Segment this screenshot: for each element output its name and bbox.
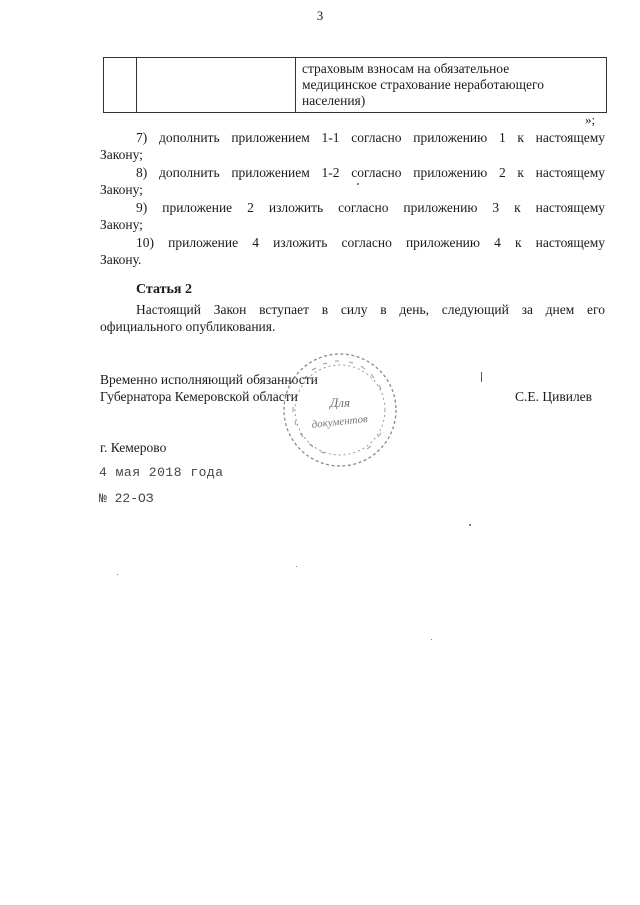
scan-speck: [117, 574, 118, 575]
table-cell-line: населения): [302, 93, 366, 108]
city-line: г. Кемерово: [100, 440, 167, 455]
list-item-text: 10) приложение 4 изложить согласно приложению 4 к настоящему: [136, 235, 605, 250]
closing-quote: »;: [585, 112, 596, 127]
list-item-7: [100, 129, 605, 163]
list-item-text: Закону;: [100, 147, 143, 162]
table-cell-code: [137, 58, 296, 113]
continuation-table: [103, 57, 607, 113]
list-item-8: [100, 164, 605, 198]
list-item-text: 7) дополнить приложением 1-1 согласно приложению 1 к настоящему: [136, 130, 605, 145]
table-cell-line: медицинское страхование неработающего: [302, 77, 544, 92]
seal-text-line2: документов: [311, 413, 369, 431]
scan-speck: [357, 183, 359, 185]
list-item-text: Закону;: [100, 217, 143, 232]
signatory-name: С.Е. Цивилев: [515, 389, 593, 404]
signatory-position-line: Временно исполняющий обязанности: [100, 372, 318, 387]
table-cell-description: [296, 58, 607, 113]
page-number: 3: [316, 8, 324, 23]
list-item-10: [100, 234, 605, 268]
table-row: [104, 58, 607, 113]
law-number: № 22-ОЗ: [99, 491, 154, 506]
list-item-text: 8) дополнить приложением 1-2 согласно приложению 2 к настоящему: [136, 165, 605, 180]
signatory-position: [100, 371, 318, 405]
list-item-text: 9) приложение 2 изложить согласно приложению 3 к настоящему: [136, 200, 605, 215]
table-cell-line: страховым взносам на обязательное: [302, 61, 510, 76]
scan-speck: [431, 639, 432, 640]
list-item-9: [100, 199, 605, 233]
scan-speck: [469, 524, 471, 526]
article-heading: Статья 2: [136, 282, 192, 297]
table-cell-number: [104, 58, 137, 113]
scan-speck: [481, 372, 482, 382]
article-text: Настоящий Закон вступает в силу в день, следующий за днем его: [136, 302, 605, 317]
date-line: 4 мая 2018 года: [99, 465, 224, 480]
signatory-position-line: Губернатора Кемеровской области: [100, 389, 298, 404]
official-seal: [279, 349, 401, 471]
seal-text-line1: Для: [330, 395, 350, 410]
article-paragraph: [100, 301, 605, 335]
article-text: официального опубликования.: [100, 319, 276, 334]
list-item-text: Закону;: [100, 182, 143, 197]
list-item-text: Закону.: [100, 252, 142, 267]
scan-speck: [296, 566, 297, 567]
